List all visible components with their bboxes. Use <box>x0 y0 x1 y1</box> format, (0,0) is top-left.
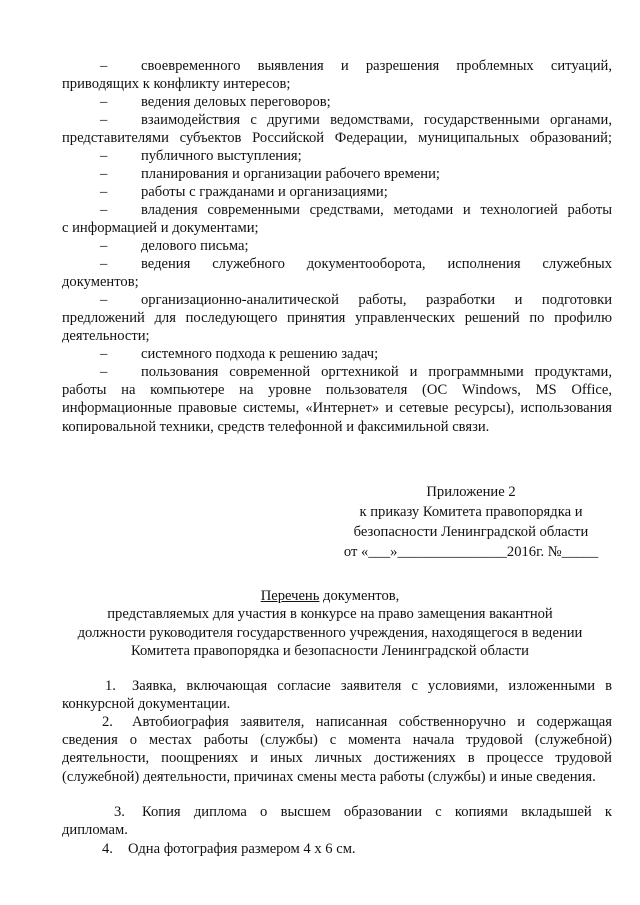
skills-item-text: ведения деловых переговоров; <box>141 94 331 110</box>
annex-order-line: к приказу Комитета правопорядка и <box>359 504 583 520</box>
list-title-line3: должности руководителя государственного учреждения, находящегося в ведении <box>77 624 583 641</box>
skills-item-9 <box>62 255 612 291</box>
document-item-text: Заявка, включающая согласие заявителя с условиями, изложенными в <box>132 678 612 694</box>
skills-item-text-cont: документов; <box>62 274 139 291</box>
list-dash: – <box>100 292 108 308</box>
skills-item-text-cont: представителями субъектов Российской Федерации, муниципальных образований; <box>62 130 612 147</box>
list-title-line4: Комитета правопорядка и безопасности Ленинградской области <box>131 643 529 660</box>
document-item-1 <box>62 677 612 713</box>
skills-item-1 <box>62 57 612 93</box>
skills-item-4 <box>62 147 612 165</box>
list-dash: – <box>100 346 108 362</box>
list-dash: – <box>100 94 108 110</box>
skills-item-10 <box>62 291 612 346</box>
list-dash: – <box>100 364 108 380</box>
list-dash: – <box>100 112 108 128</box>
skills-item-2 <box>62 93 612 111</box>
skills-item-text: планирования и организации рабочего времени; <box>141 166 440 182</box>
skills-item-text: организационно-аналитической работы, разработки и подготовки <box>141 292 612 308</box>
document-item-text-cont: конкурсной документации. <box>62 696 231 713</box>
skills-item-text: ведения служебного документооборота, исполнения служебных <box>141 256 612 272</box>
document-item-2 <box>62 713 612 786</box>
skills-item-text-cont: приводящих к конфликту интересов; <box>62 76 291 93</box>
skills-item-text-cont: с информацией и документами; <box>62 220 259 237</box>
annex-committee-line: безопасности Ленинградской области <box>353 524 589 540</box>
list-title-line2: представляемых для участия в конкурсе на право замещения вакантной <box>107 606 553 623</box>
document-item-text: Автобиография заявителя, написанная собственноручно и содержащая <box>132 714 612 730</box>
annex-date-number-line: от «___»_______________2016г. №_____ <box>343 544 599 560</box>
list-title-rest: документов, <box>319 588 400 604</box>
skills-item-text: работы с гражданами и организациями; <box>141 184 388 200</box>
list-dash: – <box>100 166 108 182</box>
skills-item-text: делового письма; <box>141 238 249 254</box>
skills-item-text-cont: предложений для последующего принятия управленческих решений по профилю деятельности; <box>62 310 612 345</box>
document-item-text-cont: сведения о местах работы (службы) с момента начала трудовой (служебной) деятельности, поощрениях и иных личных достижениях в процессе трудовой (служебной) деятельности, причинах смены места работы (службы) и иные сведения. <box>62 732 612 785</box>
list-dash: – <box>100 58 108 74</box>
skills-item-11 <box>62 345 612 363</box>
skills-item-text: владения современными средствами, методами и технологией работы <box>141 202 612 218</box>
skills-item-text: своевременного выявления и разрешения проблемных ситуаций, <box>141 58 612 74</box>
list-dash: – <box>100 202 108 218</box>
document-item-number: 3. <box>114 804 125 820</box>
list-title <box>40 587 620 661</box>
list-dash: – <box>100 148 108 164</box>
skills-item-7 <box>62 201 612 237</box>
list-dash: – <box>100 256 108 272</box>
skills-item-12 <box>62 363 612 436</box>
list-title-word: Перечень <box>260 588 320 604</box>
skills-item-8 <box>62 237 612 255</box>
annex-title: Приложение 2 <box>426 484 516 500</box>
document-item-4 <box>62 840 612 858</box>
skills-item-text: взаимодействия с другими ведомствами, государственными органами, <box>141 112 612 128</box>
document-item-number: 2. <box>102 714 113 730</box>
skills-item-text-cont: работы на компьютере на уровне пользователя (ОС Windows, MS Office, информационные правовые системы, «Интернет» и сетевые ресурсы), использования копировальной техники, средств телефонной и факсимильной связи. <box>62 382 612 435</box>
skills-item-text: публичного выступления; <box>141 148 302 164</box>
document-item-number: 1. <box>105 678 116 694</box>
skills-item-3 <box>62 111 612 147</box>
annex-header <box>326 482 616 562</box>
skills-item-text: пользования современной оргтехникой и программными продуктами, <box>141 364 612 380</box>
list-dash: – <box>100 238 108 254</box>
document-item-text: Одна фотография размером 4 х 6 см. <box>128 841 356 857</box>
document-item-text-cont: дипломам. <box>62 822 128 839</box>
skills-item-5 <box>62 165 612 183</box>
skills-item-text: системного подхода к решению задач; <box>141 346 379 362</box>
document-item-3 <box>62 803 612 839</box>
document-item-number: 4. <box>102 841 113 857</box>
list-dash: – <box>100 184 108 200</box>
skills-item-6 <box>62 183 612 201</box>
document-item-text: Копия диплома о высшем образовании с копиями вкладышей к <box>142 804 612 820</box>
